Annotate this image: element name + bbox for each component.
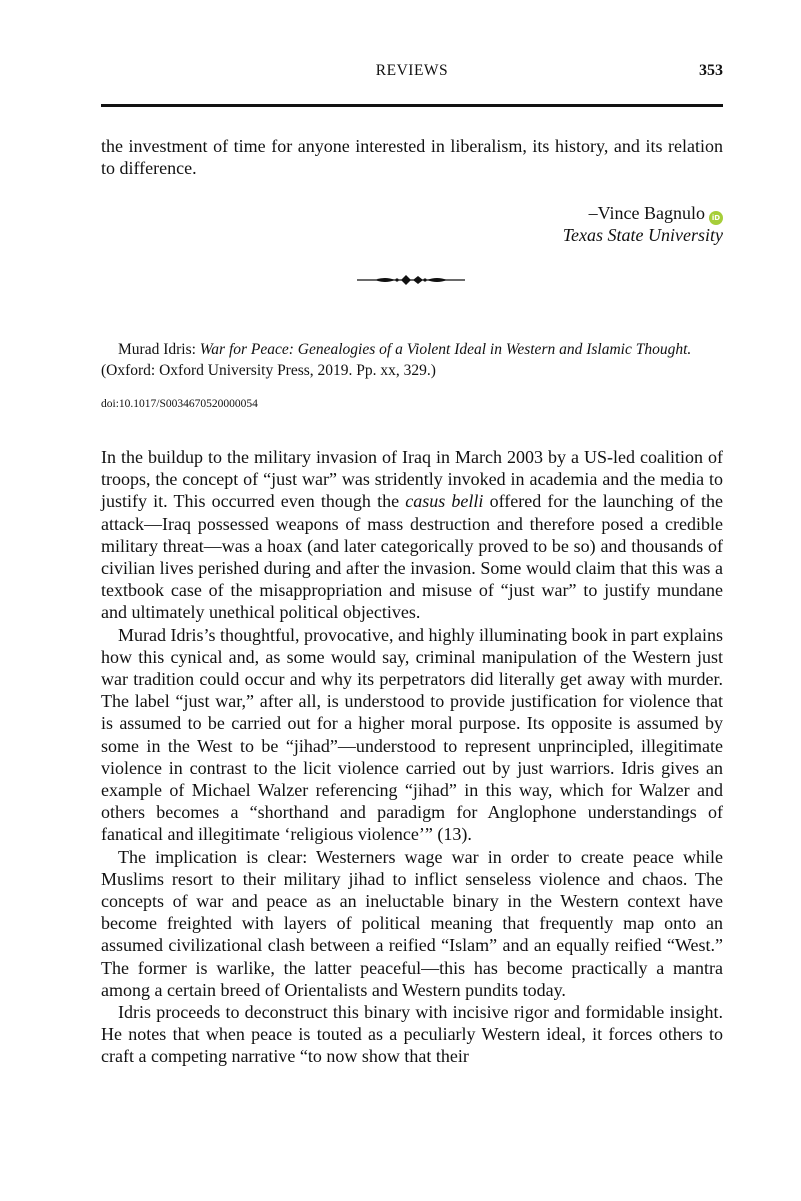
running-title: REVIEWS (375, 62, 449, 79)
header-rule (101, 104, 723, 107)
paragraph-2: Murad Idris’s thoughtful, provocative, and highly illuminating book in part explains how this cynical and, as some would say, criminal manipulation of the Western just war tradition could occur and why its perpetrators did literally get away with murder. The label “just war,” after all, is understood to provide justification for violence that is assumed to be carried out for a higher moral purpose. Its opposite is assumed by some in the West to be “jihad”—understood to represent unprincipled, illegitimate violence in contrast to the licit violence carried out by just warriors. Idris gives an example of Michael Walzer referencing “jihad” in this way, which for Walzer and others becomes a “shorthand and paradigm for Anglophone understandings of fanatical and illegitimate ‘religious violence’” (13). (101, 624, 723, 845)
paragraph-3: The implication is clear: Westerners wage war in order to create peace while Muslims resort to their military jihad to inflict senseless violence and chaos. The concepts of war and peace as an ineluctable binary in the Western context have become freighted with layers of political meaning that frequently map onto an assumed civilizational clash between a reified “Islam” and an equally reified “West.” The former is warlike, the latter peaceful—this has become practically a mantra among a certain breed of Orientalists and Western pundits today. (101, 846, 723, 1000)
citation-line-1 (101, 339, 723, 360)
reviewer-signature (589, 202, 723, 225)
paragraph-1: In the buildup to the military invasion of Iraq in March 2003 by a US-led coalition of troops, the concept of “just war” was stridently invoked in academia and the media to justify it. This occurred even though the casus belli offered for the launching of the attack—Iraq possessed weapons of mass destruction and therefore posed a credible military threat—was a hoax (and later categorically proved to be so) and thousands of civilian lives perished during and after the invasion. Some would claim that this was a textbook case of the misappropriation and misuse of “just war” to justify mundane and ultimately unethical political objectives. (101, 447, 723, 623)
book-publication: (Oxford: Oxford University Press, 2019. Pp. xx, 329.) (101, 362, 436, 379)
book-author: Murad Idris: (118, 341, 196, 358)
paragraph-4: Idris proceeds to deconstruct this binary with incisive rigor and formidable insight. He notes that when peace is touted as a peculiarly Western ideal, it forces others to craft a competing narrative “to now show that their (101, 1002, 723, 1067)
reviewer-name: –Vince Bagnulo (588, 203, 705, 223)
previous-review-closing: the investment of time for anyone interested in liberalism, its history, and its relation to difference. (101, 136, 723, 179)
orcid-icon[interactable]: iD (709, 211, 723, 225)
doi[interactable]: doi:10.1017/S0034670520000054 (101, 398, 258, 410)
book-citation (101, 339, 723, 381)
book-title: War for Peace: Genealogies of a Violent Ideal in Western and Islamic Thought. (199, 341, 692, 358)
page-header (101, 62, 723, 86)
review-body (101, 446, 723, 1068)
casus-belli-italic: casus belli (405, 491, 484, 512)
page-number: 353 (699, 62, 723, 79)
section-ornament-icon (355, 270, 467, 290)
reviewer-affiliation: Texas State University (562, 225, 723, 245)
